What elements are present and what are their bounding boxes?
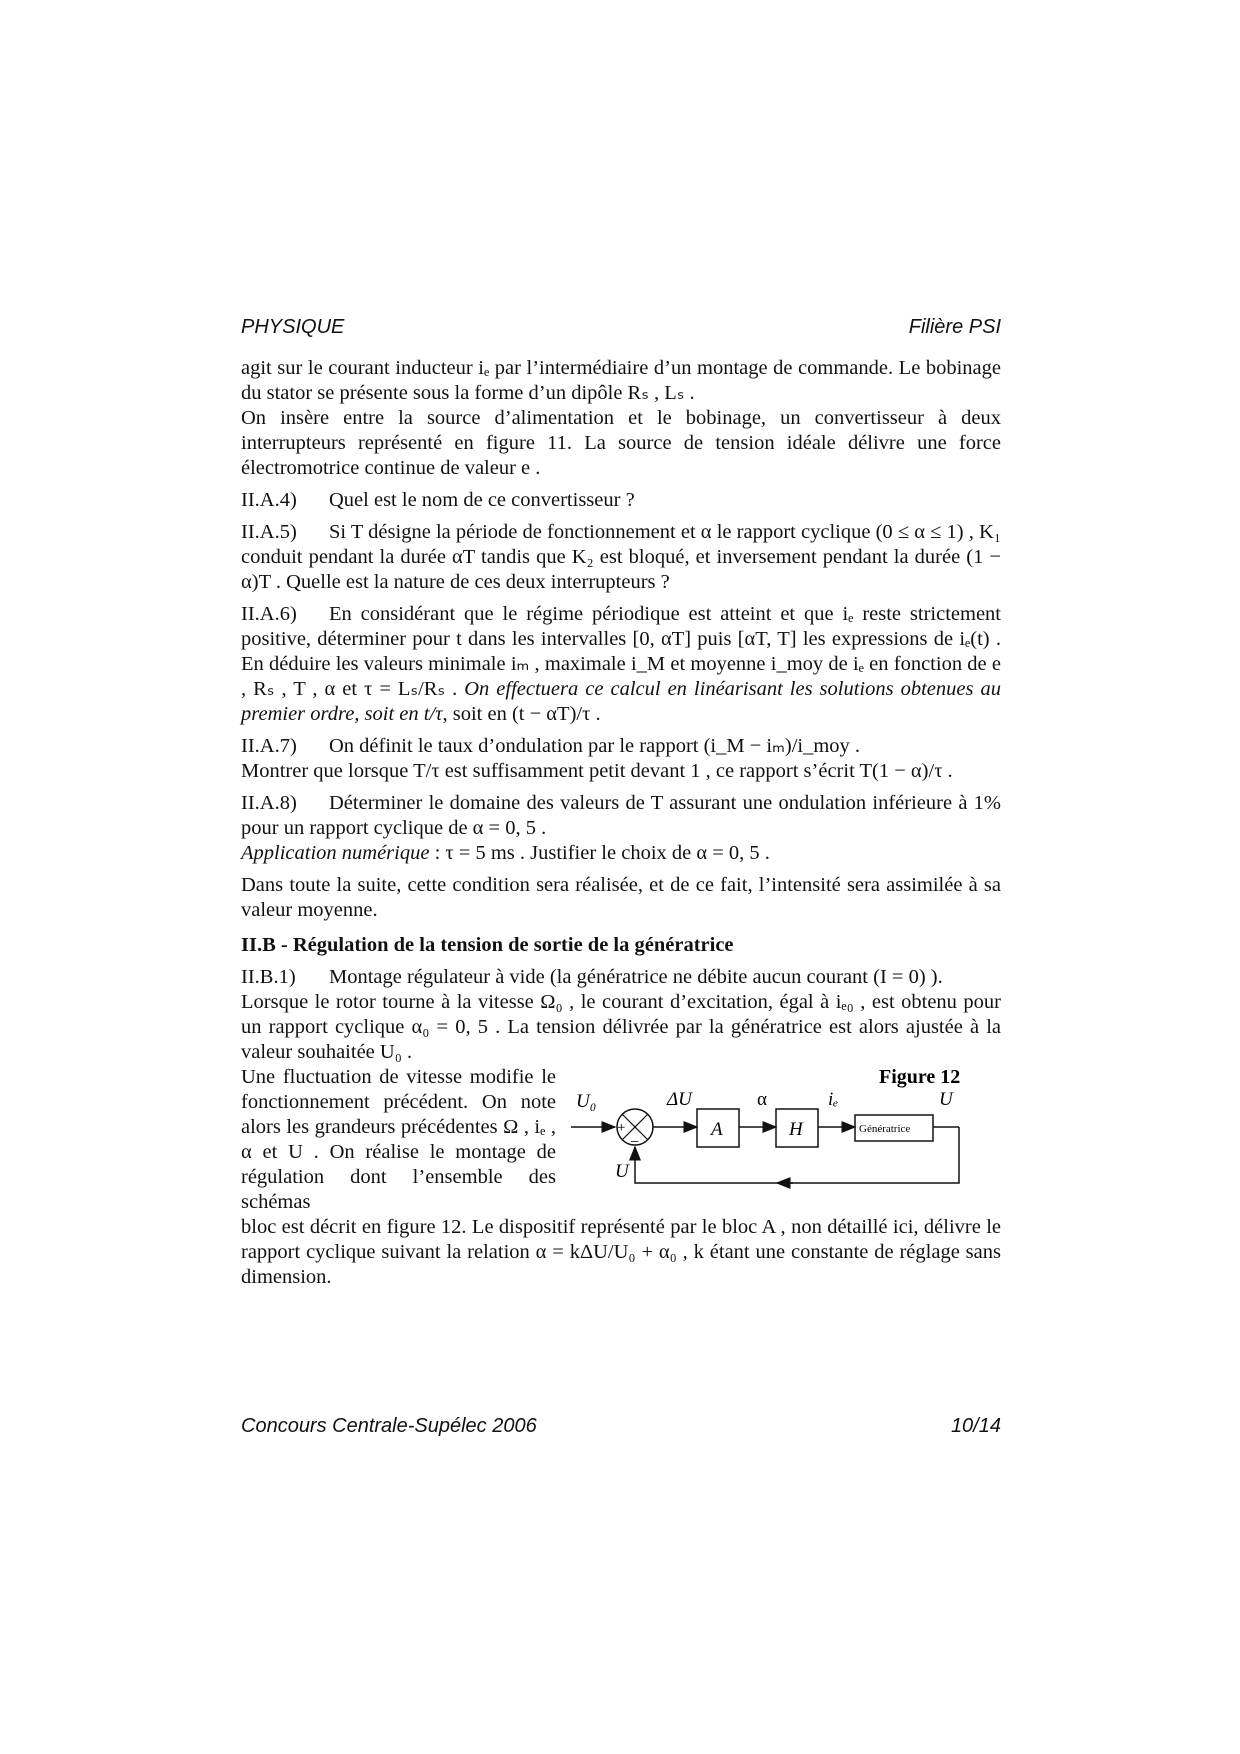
footer-contest: Concours Centrale-Supélec 2006 (241, 1415, 537, 1437)
question-II-A-7-part2: Montrer que lorsque T/τ est suffisamment petit devant 1 , ce rapport s’écrit T(1 − α)/τ . (241, 760, 953, 782)
label-delta-u: ΔU (667, 1089, 692, 1110)
question-II-A-6-italic: On effectuera ce calcul en linéarisant les solutions obtenues au premier ordre, soit en t/τ (241, 678, 1001, 725)
paragraph-fluctuation: Une fluctuation de vitesse modifie le fonctionnement précédent. On note alors les grandeurs précédentes Ω , iₑ , α et U . On réalise le montage de régulation dont l’ensemble des schémas (241, 1066, 556, 1213)
figure-row (241, 1065, 1001, 1215)
footer-page-number: 10/14 (950, 1415, 1001, 1437)
section-title: II.B - Régulation de la tension de sortie de la génératrice (241, 934, 734, 956)
label-minus: − (630, 1134, 640, 1151)
label-alpha: α (757, 1089, 767, 1110)
label-u-output: U (939, 1089, 953, 1110)
paragraph-condition: Dans toute la suite, cette condition sera réalisée, et de ce fait, l’intensité sera assimilée à sa valeur moyenne. (241, 874, 1001, 921)
question-II-A-8: II.A.8) Déterminer le domaine des valeurs de T assurant une ondulation inférieure à 1% pour un rapport cyclique de α = 0, 5 . (241, 792, 1001, 839)
label-block-h: H (789, 1119, 803, 1140)
label-plus: + (617, 1120, 626, 1136)
label-generatrice: Génératrice (859, 1123, 911, 1135)
page-body (241, 356, 1001, 1290)
question-II-B-1-part2: Lorsque le rotor tourne à la vitesse Ω₀ , le courant d’excitation, égal à iₑ₀ , est obtenu pour un rapport cyclique α₀ = 0, 5 . La tension délivrée par la génératrice est alors ajustée à la valeur souhaitée U₀ . (241, 991, 1001, 1063)
question-II-B-1: II.B.1) Montage régulateur à vide (la génératrice ne débite aucun courant (I = 0) ). (241, 966, 943, 988)
figure-12-block-diagram (571, 1059, 1001, 1209)
label-ie: iₑ (828, 1089, 839, 1110)
question-II-A-6: II.A.6) En considérant que le régime périodique est atteint et que iₑ reste strictement positive, déterminer pour t dans les intervalles [0, αT] puis [αT, T] les expressions de iₑ(t) . En déduire les valeurs minimale iₘ , maximale i_M et moyenne i_moy de iₑ en fonction de e , Rₛ , T , α et τ = Lₛ/Rₛ . On effectuera ce calcul en linéarisant les solutions obtenues au premier ordre, soit en t/τ, soit en (t − αT)/τ . (241, 603, 1001, 725)
label-u0: U₀ (576, 1091, 597, 1112)
header-subject: PHYSIQUE (241, 316, 345, 338)
question-II-A-7: II.A.7) On définit le taux d’ondulation par le rapport (i_M − iₘ)/i_moy . (241, 735, 861, 757)
paragraph-block-a: bloc est décrit en figure 12. Le dispositif représenté par le bloc A , non détaillé ici, délivre le rapport cyclique suivant la relation α = kΔU/U₀ + α₀ , k étant une constante de réglage sans dimension. (241, 1216, 1001, 1288)
label-block-a: A (711, 1119, 723, 1140)
paragraph-intro: agit sur le courant inducteur iₑ par l’intermédiaire d’un montage de commande. Le bobinage du stator se présente sous la forme d’un dipôle Rₛ , Lₛ . (241, 357, 1001, 404)
page-footer (241, 1415, 1001, 1438)
label-u-feedback: U (615, 1161, 629, 1182)
question-II-A-5: II.A.5) Si T désigne la période de fonctionnement et α le rapport cyclique (0 ≤ α ≤ 1) , K₁ conduit pendant la durée αT tandis que K₂ est bloqué, et inversement pendant la durée (1 − α)T . Quelle est la nature de ces deux interrupteurs ? (241, 521, 1001, 593)
figure-title: Figure 12 (879, 1066, 961, 1088)
question-II-A-4: II.A.4) Quel est le nom de ce convertisseur ? (241, 489, 635, 511)
paragraph-converter: On insère entre la source d’alimentation et le bobinage, un convertisseur à deux interrupteurs représenté en figure 11. La source de tension idéale délivre une force électromotrice continue de valeur e . (241, 407, 1001, 479)
header-track: Filière PSI (908, 316, 1001, 338)
application-numerique: Application numérique : τ = 5 ms . Justifier le choix de α = 0, 5 . (241, 842, 770, 864)
page-header (241, 316, 1001, 339)
